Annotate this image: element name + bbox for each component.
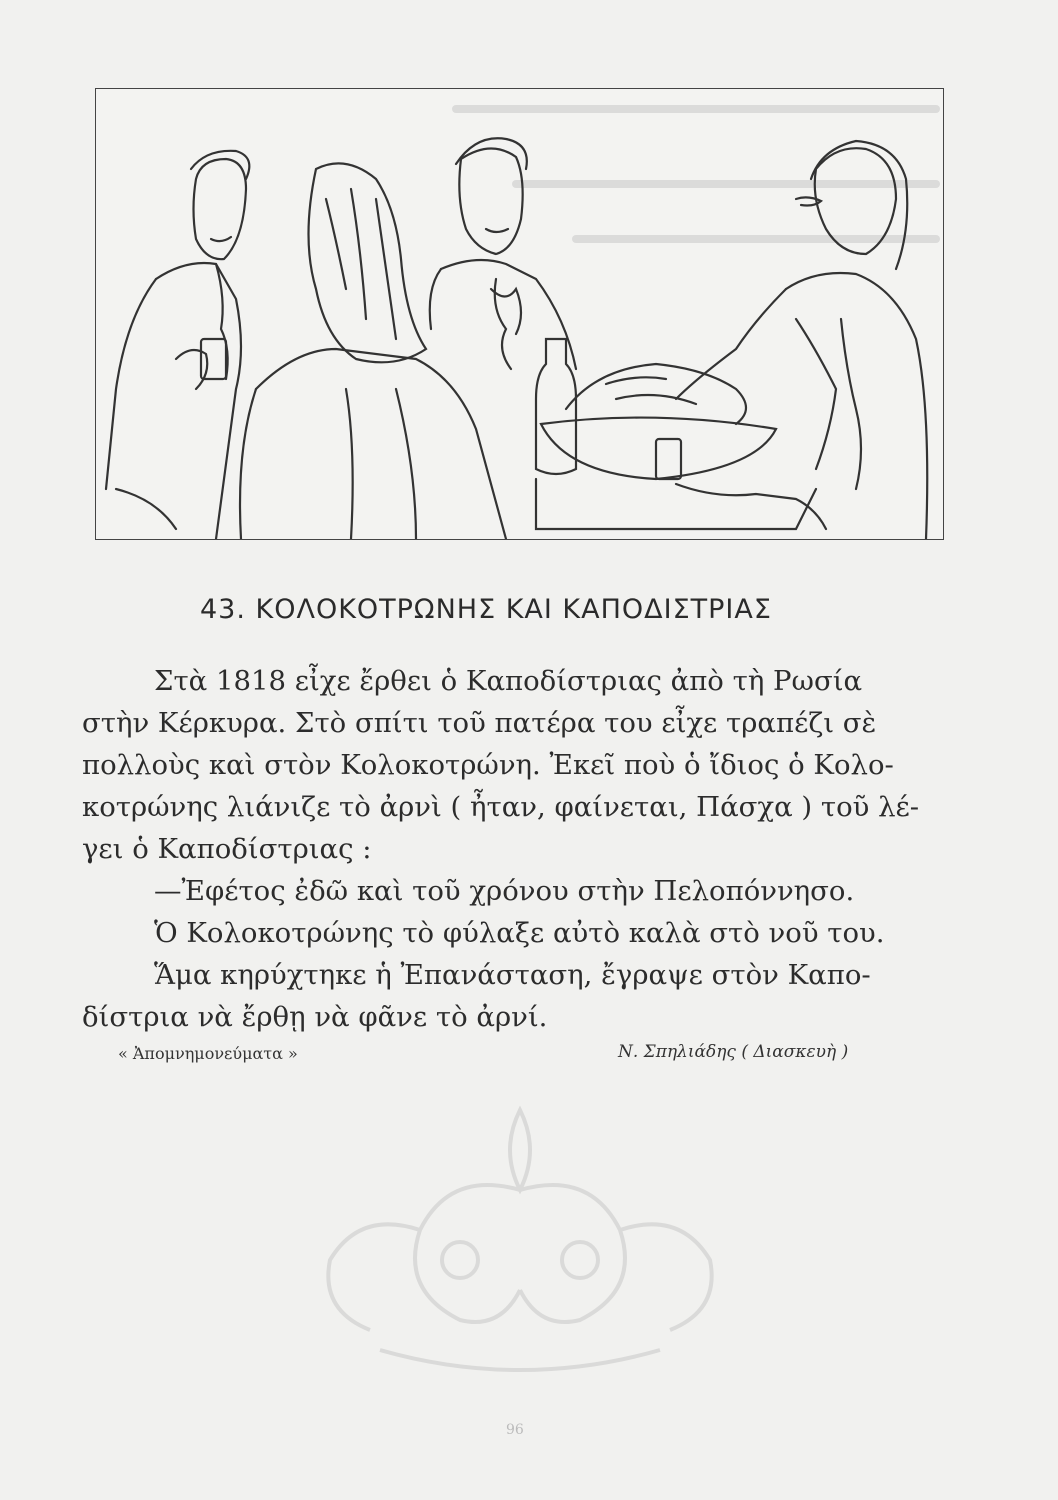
ornament-decoration (300, 1090, 740, 1390)
body-line: Ὁ Κολοκοτρώνης τὸ φύλαξε αὐτὸ καλὰ στὸ νοῦ του. (154, 917, 885, 949)
body-line: γει ὁ Καποδίστριας : (82, 833, 372, 865)
body-line: Στὰ 1818 εἶχε ἔρθει ὁ Καποδίστριας ἀπὸ τὴ Ρωσία (154, 665, 863, 697)
body-line: πολλοὺς καὶ στὸν Κολοκοτρώνη. Ἐκεῖ ποὺ ὁ ἴδιος ὁ Κολο- (82, 749, 894, 781)
body-line: δίστρια νὰ ἔρθῃ νὰ φᾶνε τὸ ἀρνί. (82, 1001, 548, 1033)
illustration (95, 88, 944, 540)
source-work: « Ἀπομνημονεύματα » (118, 1044, 298, 1063)
body-line: κοτρώνης λιάνιζε τὸ ἀρνὶ ( ἦταν, φαίνεται, Πάσχα ) τοῦ λέ- (82, 791, 920, 823)
body-text (82, 660, 942, 1038)
dinner-scene-drawing (96, 89, 943, 539)
page-number: 96 (506, 1422, 524, 1438)
source-author: Ν. Σπηλιάδης ( Διασκευὴ ) (618, 1042, 849, 1062)
body-line: —Ἐφέτος ἐδῶ καὶ τοῦ χρόνου στὴν Πελοπόννησο. (154, 875, 855, 907)
body-line: Ἅμα κηρύχτηκε ἡ Ἐπανάσταση, ἔγραψε στὸν Καπο- (154, 959, 871, 991)
body-line: στὴν Κέρκυρα. Στὸ σπίτι τοῦ πατέρα του εἶχε τραπέζι σὲ (82, 707, 877, 739)
chapter-title: 43. ΚΟΛΟΚΟΤΡΩΝΗΣ ΚΑΙ ΚΑΠΟΔΙΣΤΡΙΑΣ (200, 594, 772, 625)
